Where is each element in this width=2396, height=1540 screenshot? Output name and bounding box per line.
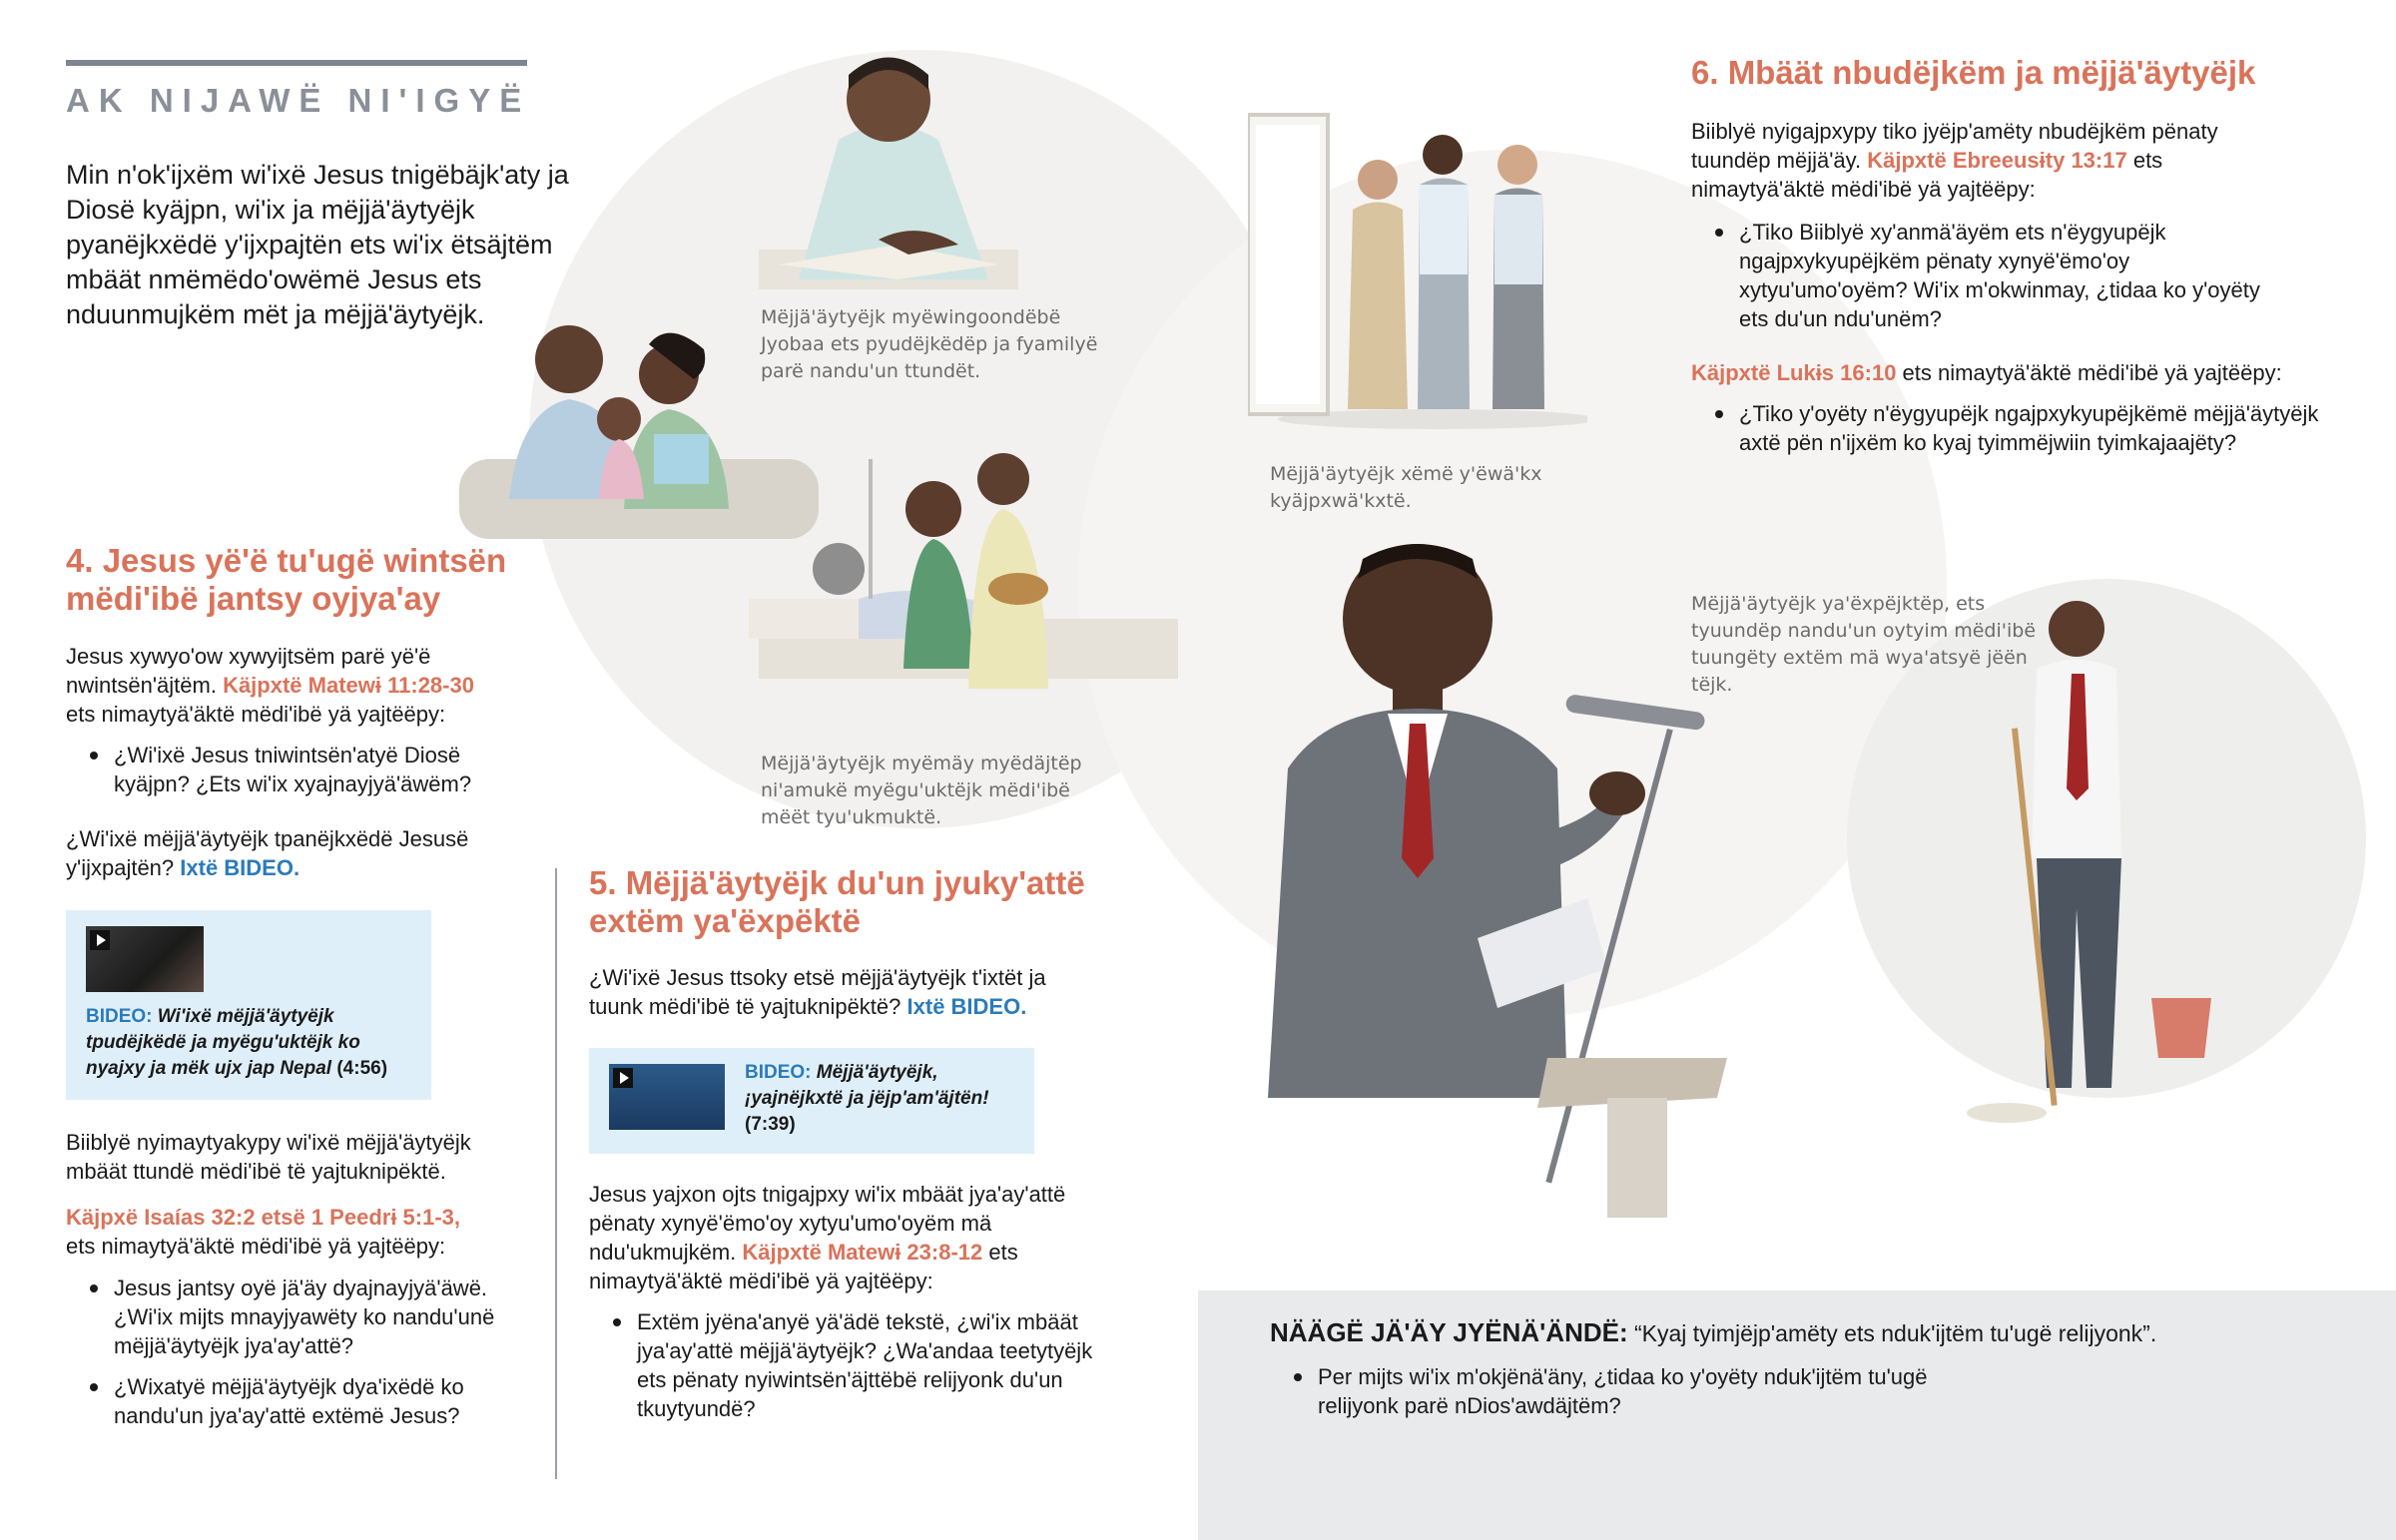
section5-video-link[interactable]: Ixtë BIDEO.: [906, 994, 1027, 1019]
section5-video-text: [745, 1060, 1014, 1138]
section4-p2-text: ¿Wi'ixë mëjjä'äytyëjk tpanëjkxëdë Jesusë y'ijxpajtën?: [66, 826, 469, 880]
header-rule: [66, 60, 527, 66]
section4-paragraph3: Biiblyë nyimaytyakypy wi'ixë mëjjä'äytyëjk mbäät ttundë mëdi'ibë të yajtuknipëktë.: [66, 1130, 471, 1184]
column-divider: [555, 868, 557, 1479]
section4-video-card[interactable]: [66, 910, 431, 1100]
discussion-bullet: Per mijts wi'ix m'okjënä'äny, ¿tidaa ko y'oyëty nduk'ijtëm tu'ugë relijyonk parë nDios'awdäjtëm?: [1270, 1362, 1969, 1420]
section4-p1-ref[interactable]: Käjpxtë Matewɨ 11:28-30: [223, 673, 474, 698]
discussion-box: [1198, 1290, 2396, 1540]
intro-text: Min n'ok'ijxëm wi'ixë Jesus tnigëbäjk'aty ja Diosë kyäjpn, wi'ix ja mëjjä'äytyëjk pyanëjkxëdë y'ijxpajtën ets wi'ix ëtsäjtëm mbäät nmëmëdo'owëmë Jesus ets nduunmujkëm mët ja mëjjä'äytyëjk.: [66, 160, 569, 329]
caption-door: Mëjjä'äytyëjk xëmë y'ëwä'kx kyäjpxwä'kxtë.: [1270, 463, 1542, 512]
kicker: AK NIJAWË NI'IGYË: [66, 82, 531, 119]
discussion-bullets: [1270, 1362, 1969, 1432]
section4-p1-after: ets nimaytyä'äktë mëdi'ibë yä yajtëëpy:: [66, 702, 446, 727]
section4-paragraph4: [66, 1203, 505, 1261]
caption-hospital: Mëjjä'äytyëjk myëmäy myëdäjtëp ni'amukë myëgu'uktëjk mëdi'ibë mëët tyu'ukmuktë.: [761, 753, 1082, 828]
section5-p2-text: Jesus yajxon ojts tnigajpxy wi'ix mbäät jya'ay'attë pënaty xynyë'ëmo'oy xytyu'umo'oyëm mä ndu'ukmujkëm.: [589, 1182, 1066, 1265]
discussion-heading: [1270, 1318, 2348, 1348]
hospital-visit-illustration: [719, 449, 1188, 709]
section6-p1-ref[interactable]: Käjpxtë Ebreeusɨty 13:17: [1867, 148, 2127, 173]
section4-bullets1: [66, 741, 495, 810]
section4-bullet: ¿Wi'ixë Jesus tniwintsën'atyë Diosë kyäjpn? ¿Ets wi'ix xyajnayjyä'äwëm?: [66, 741, 495, 798]
video-duration: (4:56): [336, 1058, 388, 1079]
section4-bullets2: [66, 1274, 495, 1442]
video-thumbnail[interactable]: [609, 1064, 725, 1130]
section6-p2-ref[interactable]: Käjpxtë Lukɨs 16:10: [1691, 360, 1897, 385]
section5-title: 5. Mëjjä'äytyëjk du'un jyuky'attë extëm ya'ëxpëktë: [589, 864, 1085, 939]
section5-video-card[interactable]: [589, 1048, 1034, 1154]
video-thumbnail[interactable]: [86, 926, 204, 992]
section6-title: 6. Mbäät nbudëjkëm ja mëjjä'äytyëjk: [1691, 54, 2256, 91]
discussion-label: NÄÄGË JÄ'ÄY JYËNÄ'ÄNDË:: [1270, 1317, 1628, 1347]
play-icon[interactable]: [613, 1068, 633, 1088]
section5-p2-ref[interactable]: Käjpxtë Matewɨ 23:8-12: [742, 1240, 983, 1265]
caption-elder-reading: Mëjjä'äytyëjk myëwingoondëbë Jyobaa ets pyudëjkëdëp ja fyamilyë parë nandu'un ttundët.: [761, 306, 1098, 382]
video-duration: (7:39): [745, 1114, 796, 1135]
section5-bullet: Extëm jyëna'anyë yä'ädë tekstë, ¿wi'ix mbäät jya'ay'attë mëjjä'äytyëjk? ¿Wa'andaa teetytyëjk ets pënaty nyiwintsën'äjttëbë relijyonk du'un tkuytyundë?: [589, 1307, 1118, 1423]
video-title: Wi'ixë mëjjä'äytyëjk tpudëjkëdë ja myëgu'uktëjk ko nyajxy ja mëk ujx jap Nepal: [86, 1006, 360, 1079]
section6-bullets2: [1691, 399, 2330, 469]
section4-video-link[interactable]: Ixtë BIDEO.: [180, 855, 300, 880]
section4-p1-text: Jesus xywyo'ow xywyijtsëm parë yë'ë nwintsën'äjtëm.: [66, 644, 431, 698]
section6-bullet: ¿Tiko Biiblyë xy'anmä'äyëm ets n'ëygyupëjk ngajpxykyupëjkëm pënaty xynyë'ëmo'oy xytyu'umo'oyëm? Wi'ix m'okwinmay, ¿tidaa ko y'oyëty ets du'un ndu'unëm?: [1691, 218, 2290, 333]
section6-paragraph2: [1691, 358, 2330, 387]
section5-p2-after: ets nimaytyä'äktë mëdi'ibë yä yajtëëpy:: [589, 1240, 1018, 1293]
section6-p1-after: ets nimaytyä'äktë mëdi'ibë yä yajtëëpy:: [1691, 148, 2163, 202]
section5-paragraph1: [589, 963, 1088, 1021]
section4-bullet: ¿Wixatyë mëjjä'äytyëjk dya'ixëdë ko nandu'un jya'ay'attë extëmë Jesus?: [66, 1372, 495, 1430]
section4-paragraph2: [66, 824, 505, 882]
section4-p4-ref[interactable]: Käjpxë Isaías 32:2 etsë 1 Peedrɨ 5:1-3,: [66, 1205, 461, 1230]
section6-p1-text: Biiblyë nyigajpxypy tiko jyëjp'amëty nbudëjkëm pënaty tuundëp mëjjä'äy.: [1691, 119, 2218, 173]
section6-bullets1: [1691, 218, 2290, 345]
section4-bullet: Jesus jantsy oyë jä'äy dyajnayjyä'äwë. ¿Wi'ix mijts mnayjyawëty ko nandu'unë mëjjä'äytyëjk jya'ay'attë?: [66, 1274, 495, 1360]
play-icon[interactable]: [90, 930, 110, 950]
video-title: Mëjjä'äytyëjk, ¡yajnëjkxtë ja jëjp'am'äjtën!: [745, 1062, 989, 1109]
section4-paragraph1: [66, 642, 505, 729]
section5-p1-text: ¿Wi'ixë Jesus ttsoky etsë mëjjä'äytyëjk t'ixtët ja tuunk mëdi'ibë të yajtuknipëktë?: [589, 965, 1046, 1019]
video-label: BIDEO:: [86, 1006, 153, 1027]
caption-mop: Mëjjä'äytyëjk ya'ëxpëjktëp, ets tyuundëp nandu'un oytyim mëdi'ibë tuungëty extëm mä wya'atsyë jëën tëjk.: [1691, 593, 2037, 696]
section4-title: 4. Jesus yë'ë tu'ugë wintsën mëdi'ibë jantsy oyjya'ay: [66, 542, 507, 617]
section6-paragraph1: [1691, 117, 2280, 204]
video-label: BIDEO:: [745, 1062, 812, 1083]
section5-bullets: [589, 1307, 1118, 1435]
section6-p2-after: ets nimaytyä'äktë mëdi'ibë yä yajtëëpy:: [1896, 360, 2282, 385]
discussion-quote: “Kyaj tyimjëjp'amëty ets nduk'ijtëm tu'ugë relijyonk”.: [1627, 1320, 2157, 1346]
elder-reading-illustration: [759, 30, 1018, 289]
section4-video-text: [86, 1004, 415, 1082]
section4-p4-after: ets nimaytyä'äktë mëdi'ibë yä yajtëëpy:: [66, 1234, 446, 1259]
section5-paragraph2: [589, 1180, 1118, 1295]
door-visit-illustration: [1248, 110, 1587, 429]
section6-bullet: ¿Tiko y'oyëty n'ëygyupëjk ngajpxykyupëjkëmë mëjjä'äytyëjk axtë pën n'ijxëm ko kyaj tyimmëjwiin tyimkajaajëty?: [1691, 399, 2330, 457]
